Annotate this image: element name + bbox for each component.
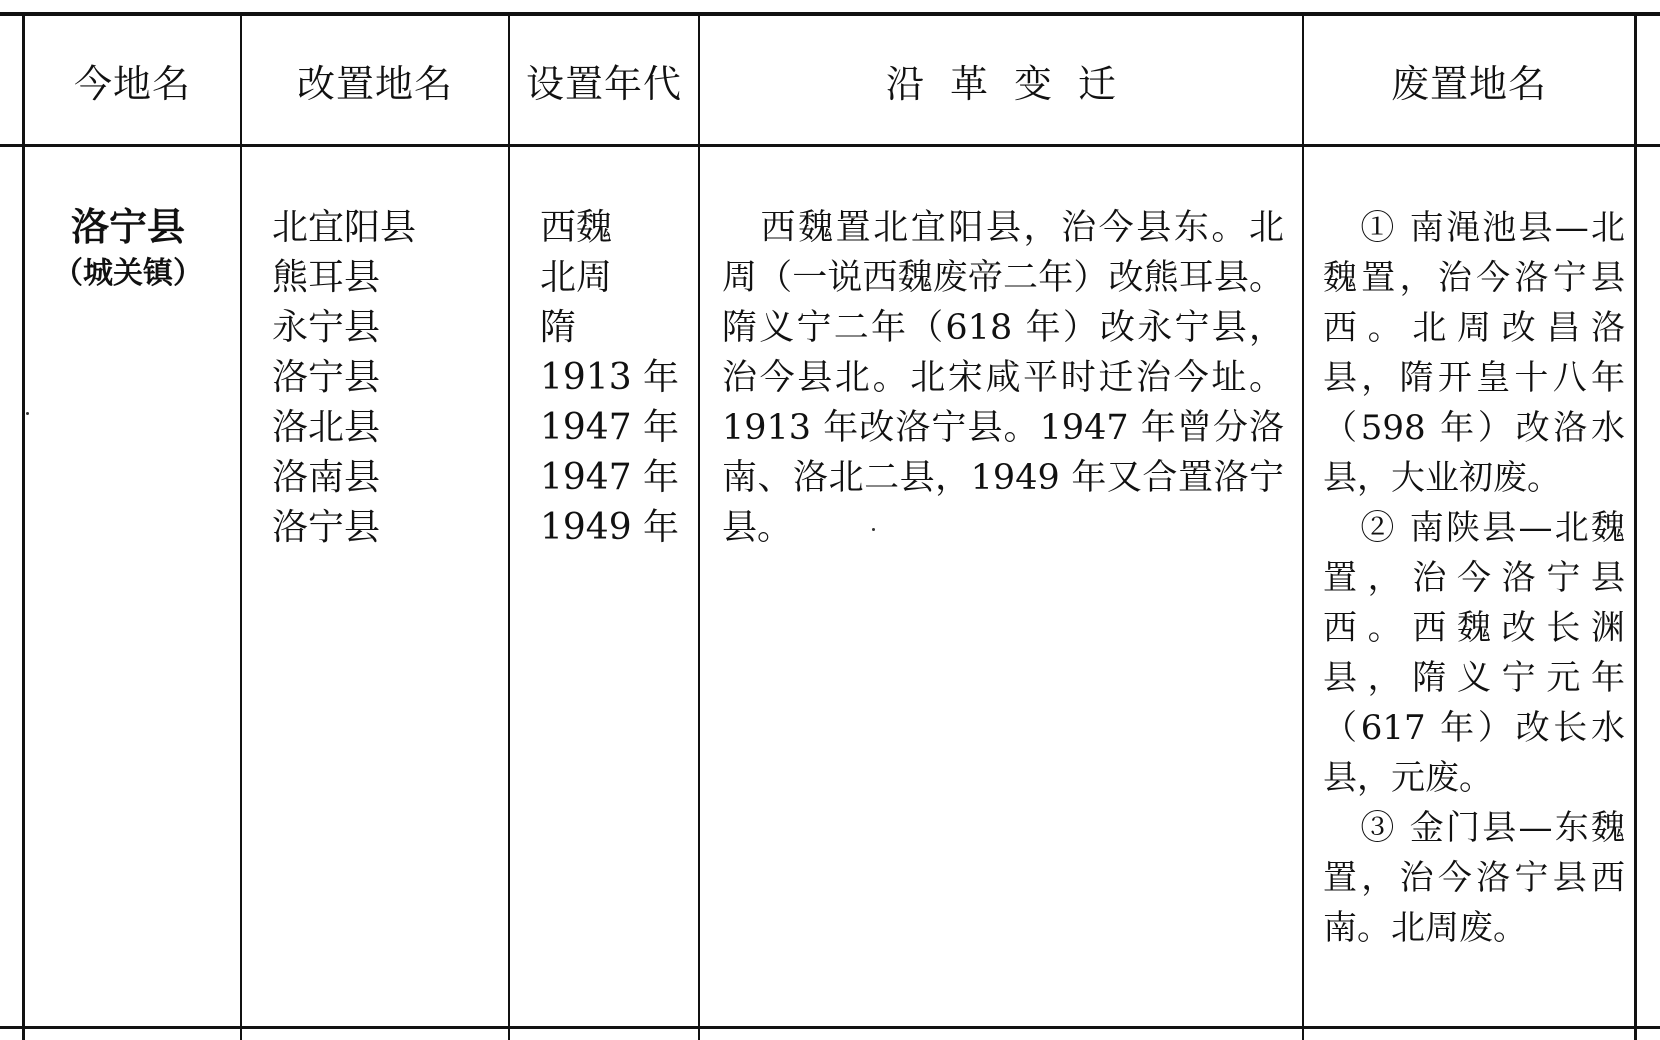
abolished-entry: ③ 金门县—东魏置，治今洛宁县西南。北周废。	[1323, 808, 1625, 948]
list-item: 北周	[540, 257, 613, 298]
abolished-entry: ① 南渑池县—北魏置，治今洛宁县西。北周改昌洛县，隋开皇十八年（598 年）改洛水县，大业初废。	[1323, 208, 1625, 498]
column-divider-3	[698, 12, 700, 1040]
column-divider-2	[508, 12, 510, 1040]
list-item: 隋	[540, 307, 577, 348]
list-item: 洛北县	[272, 407, 381, 448]
history-paragraph: 西魏置北宜阳县，治今县东。北周（一说西魏废帝二年）改熊耳县。隋义宁二年（618 年）改永宁县，治今县北。北宋咸平时迁治今址。1913 年改洛宁县。1947 年曾分洛南、洛北二县，1949 年又合置洛宁县。	[722, 208, 1284, 548]
header-bottom-border	[0, 144, 1660, 147]
list-item: 永宁县	[272, 307, 381, 348]
header-abolished-name: 废置地名	[1390, 61, 1547, 106]
row-bottom-border	[0, 1026, 1660, 1029]
header-history: 沿革变迁	[885, 61, 1142, 106]
abolished-names-block	[1323, 203, 1625, 953]
list-item: 西魏	[540, 207, 613, 248]
scan-speck	[26, 412, 29, 415]
list-item: 北宜阳县	[272, 207, 417, 248]
table-left-border	[22, 12, 25, 1040]
established-eras-list	[540, 203, 679, 553]
list-item: 1949 年	[540, 507, 680, 548]
current-county-seat: （城关镇）	[53, 256, 203, 291]
list-item: 洛宁县	[272, 357, 381, 398]
scan-speck	[872, 528, 875, 531]
list-item: 洛南县	[272, 457, 381, 498]
header-renamed-name: 改置地名	[296, 61, 453, 106]
list-item: 1947 年	[540, 407, 680, 448]
header-established-era: 设置年代	[525, 61, 682, 106]
list-item: 1947 年	[540, 457, 680, 498]
column-divider-4	[1302, 12, 1304, 1040]
list-item: 1913 年	[540, 357, 680, 398]
current-county-name: 洛宁县	[70, 204, 185, 249]
column-divider-1	[240, 12, 242, 1040]
renamed-names-list	[272, 203, 416, 553]
header-current-name: 今地名	[73, 61, 191, 106]
table-right-border	[1634, 12, 1637, 1040]
list-item: 熊耳县	[272, 257, 381, 298]
abolished-entry: ② 南陕县—北魏置，治今洛宁县西。西魏改长渊县，隋义宁元年（617 年）改长水县，元废。	[1323, 508, 1625, 798]
list-item: 洛宁县	[272, 507, 381, 548]
